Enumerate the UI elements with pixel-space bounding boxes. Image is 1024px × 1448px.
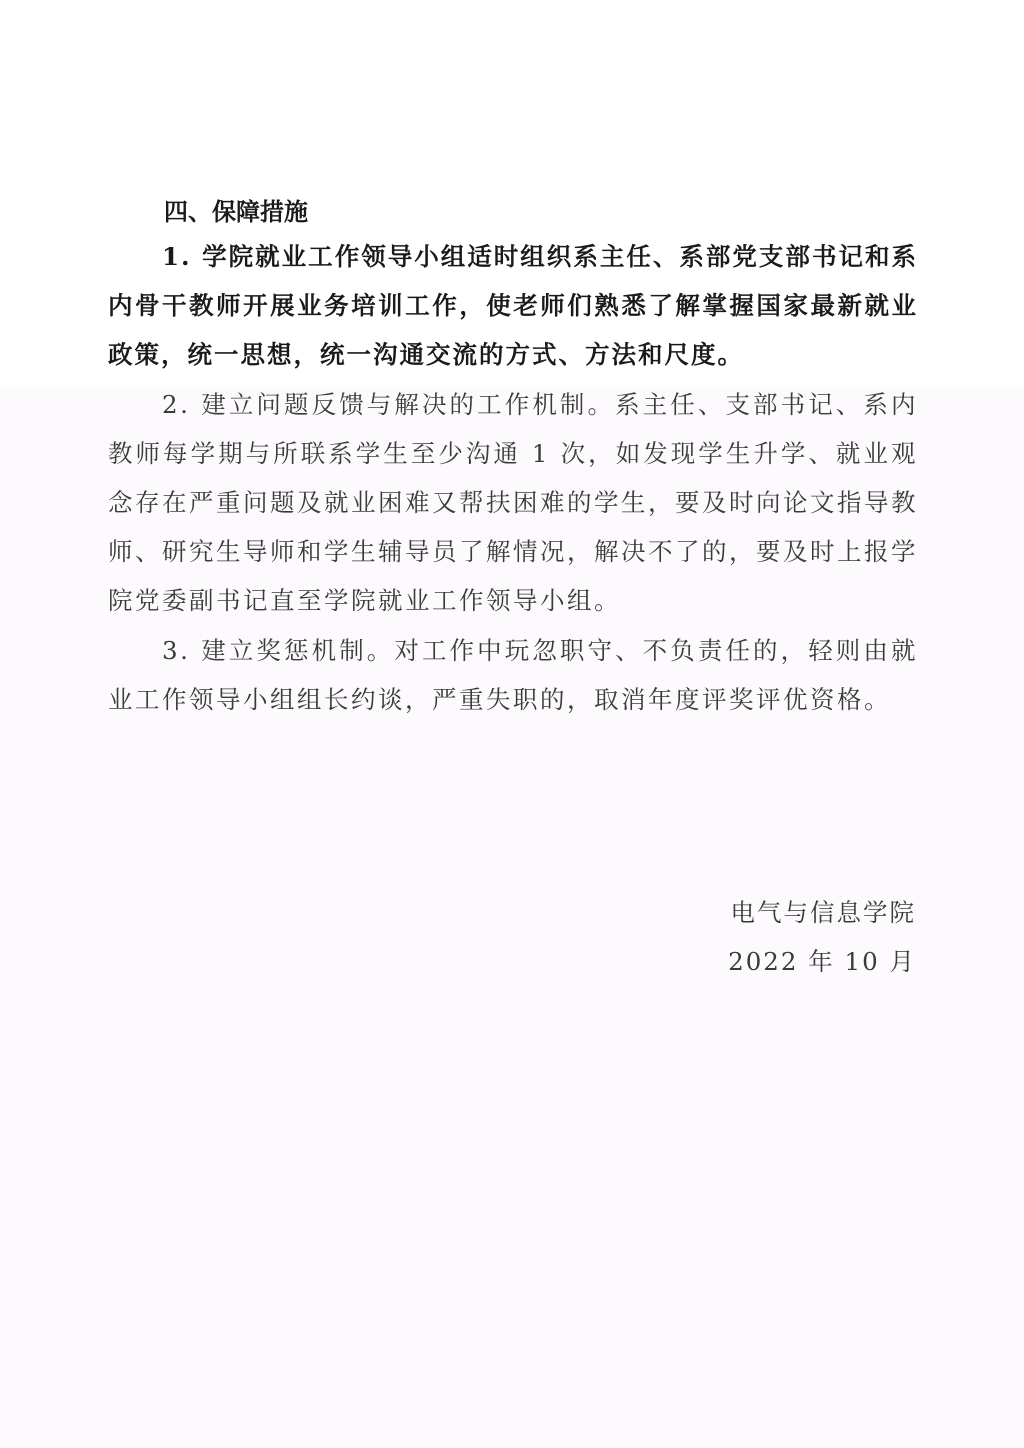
signature-date: 2022 年 10 月 [728, 947, 916, 976]
section-heading: 四、保障措施 [164, 198, 308, 226]
paragraph-feedback-mechanism: 2. 建立问题反馈与解决的工作机制。系主任、支部书记、系内教师每学期与所联系学生至少沟通 1 次，如发现学生升学、就业观念存在严重问题及就业困难又帮扶困难的学生，要及时向论文指导教师、研究生导师和学生辅导员了解情况，解决不了的，要及时上报学院党委副书记直至学院就业工作领导小组。 [108, 389, 918, 616]
paragraph-training: 1. 学院就业工作领导小组适时组织系主任、系部党支部书记和系内骨干教师开展业务培训工作，使老师们熟悉了解掌握国家最新就业政策，统一思想，统一沟通交流的方式、方法和尺度。 [108, 242, 918, 370]
signature-organization: 电气与信息学院 [730, 898, 916, 927]
paragraph-reward-punishment: 3. 建立奖惩机制。对工作中玩忽职守、不负责任的，轻则由就业工作领导小组组长约谈，严重失职的，取消年度评奖评优资格。 [108, 635, 918, 714]
signature-block [728, 888, 916, 986]
document-body [108, 192, 918, 724]
